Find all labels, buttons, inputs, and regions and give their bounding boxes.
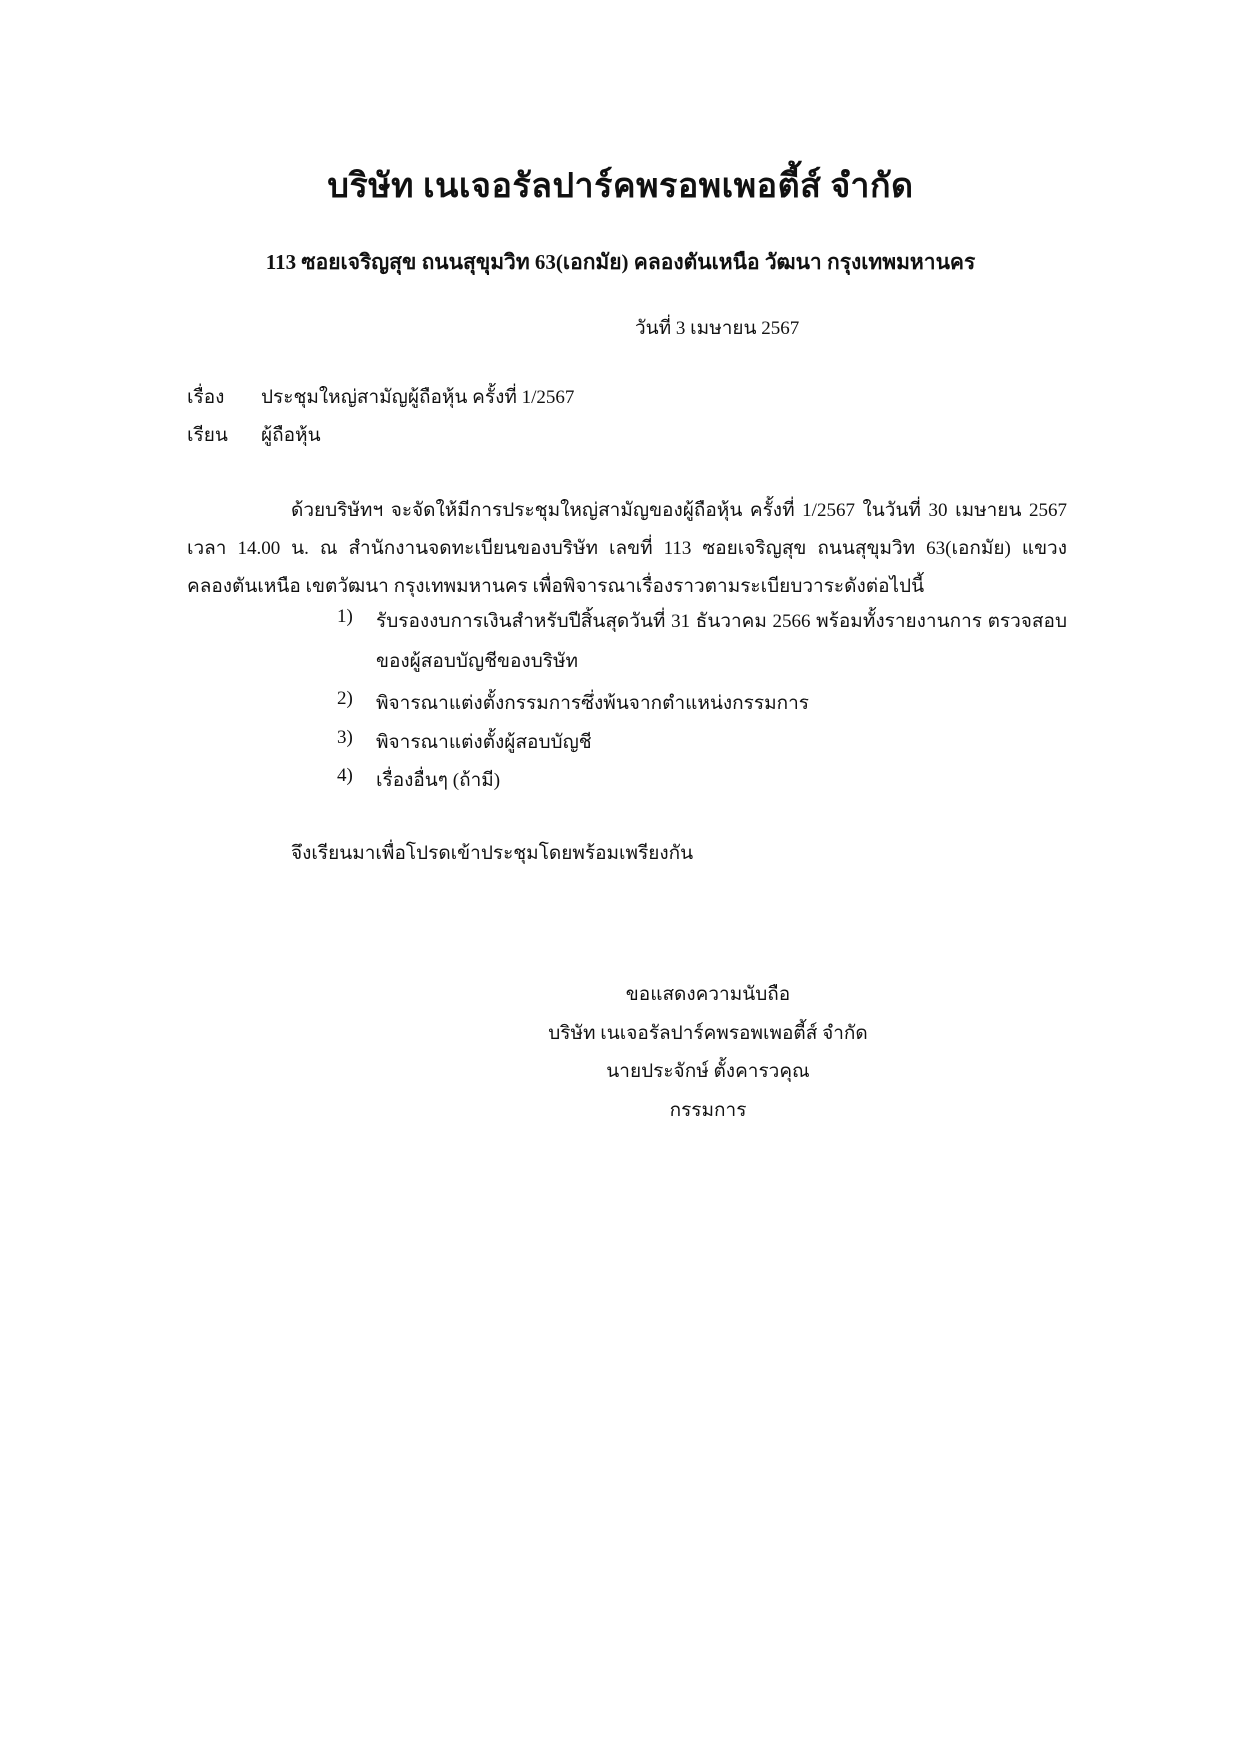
agenda-number: 1) (337, 606, 353, 627)
company-address: 113 ซอยเจริญสุข ถนนสุขุมวิท 63(เอกมัย) คลองตันเหนือ วัฒนา กรุงเทพมหานคร (265, 250, 976, 274)
agenda-number: 4) (337, 765, 353, 786)
recipient-value: ผู้ถือหุ้น (261, 425, 321, 446)
body-line: ด้วยบริษัทฯ จะจัดให้มีการประชุมใหญ่สามัญของผู้ถือหุ้น ครั้งที่ 1/2567 ในวันที่ 30 เมษายน 2567 (291, 500, 1067, 521)
agenda-item-text: ของผู้สอบบัญชีของบริษัท (376, 651, 579, 672)
agenda-item-text: พิจารณาแต่งตั้งผู้สอบบัญชี (376, 732, 592, 753)
signature-salutation: ขอแสดงความนับถือ (625, 984, 791, 1005)
subject-label: เรื่อง (187, 387, 225, 408)
company-name-heading: บริษัท เนเจอรัลปาร์คพรอพเพอตี้ส์ จำกัด (327, 168, 914, 205)
signer-name: นายประจักษ์ ตั้งคารวคุณ (606, 1061, 810, 1082)
agenda-item-text: รับรองงบการเงินสำหรับปีสิ้นสุดวันที่ 31 ธันวาคม 2566 พร้อมทั้งรายงานการ ตรวจสอบ (376, 611, 1067, 632)
signature-company: บริษัท เนเจอรัลปาร์คพรอพเพอตี้ส์ จำกัด (548, 1023, 868, 1044)
body-line: คลองตันเหนือ เขตวัฒนา กรุงเทพมหานคร เพื่อพิจารณาเรื่องราวตามระเบียบวาระดังต่อไปนี้ (187, 576, 925, 597)
agenda-number: 3) (337, 727, 353, 748)
closing-sentence: จึงเรียนมาเพื่อโปรดเข้าประชุมโดยพร้อมเพรียงกัน (291, 843, 694, 864)
agenda-item-text: พิจารณาแต่งตั้งกรรมการซึ่งพ้นจากตำแหน่งกรรมการ (376, 693, 809, 714)
agenda-item-text: เรื่องอื่นๆ (ถ้ามี) (376, 770, 501, 791)
subject-value: ประชุมใหญ่สามัญผู้ถือหุ้น ครั้งที่ 1/2567 (261, 387, 575, 408)
recipient-label: เรียน (187, 425, 228, 446)
signer-title: กรรมการ (669, 1100, 747, 1121)
agenda-number: 2) (337, 688, 353, 709)
body-paragraph (187, 492, 1067, 606)
body-line: เวลา 14.00 น. ณ สำนักงานจดทะเบียนของบริษัท เลขที่ 113 ซอยเจริญสุข ถนนสุขุมวิท 63(เอกมัย) แขวง (187, 538, 1067, 559)
document-date: วันที่ 3 เมษายน 2567 (635, 318, 800, 339)
